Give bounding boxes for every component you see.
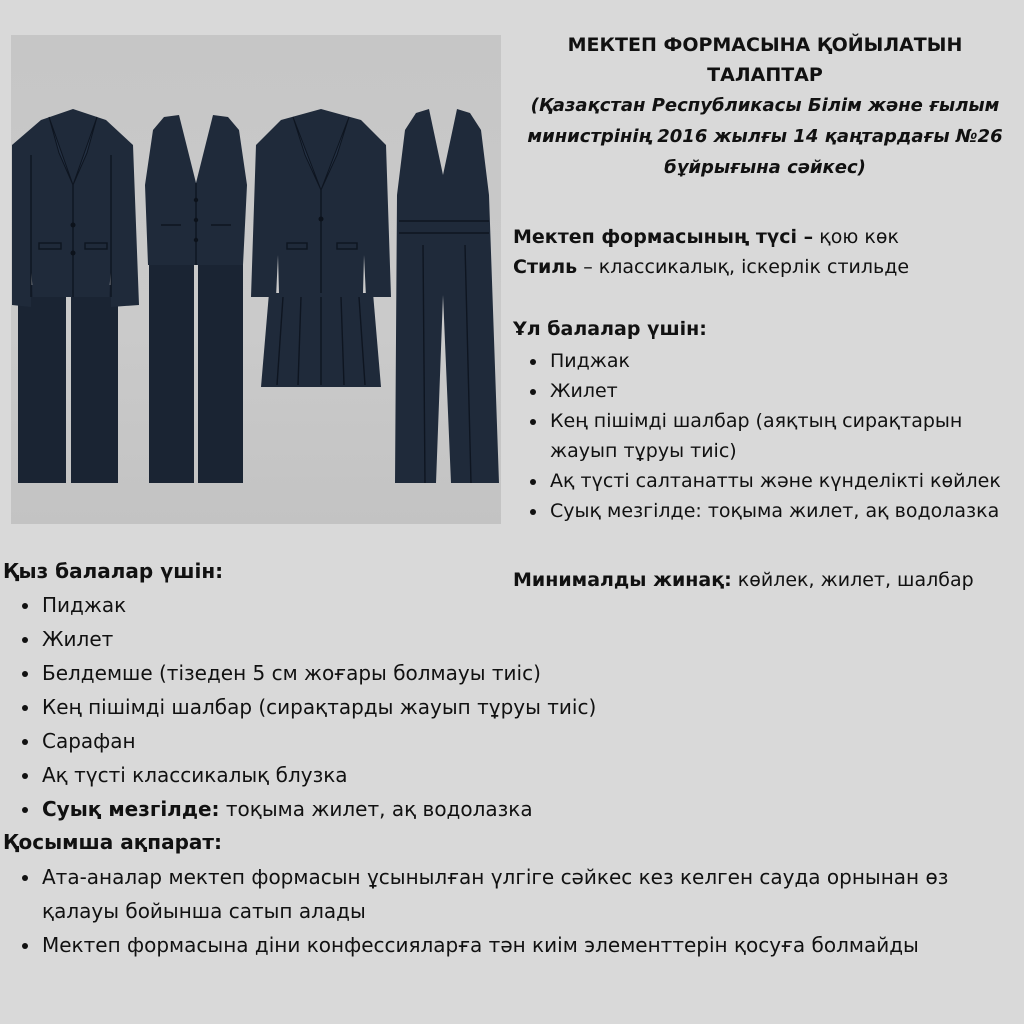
page-title: МЕКТЕП ФОРМАСЫНА ҚОЙЫЛАТЫН ТАЛАПТАР — [567, 34, 963, 86]
list-item: Пиджак — [3, 588, 1003, 622]
list-item: Ата-аналар мектеп формасын ұсынылған үлгіге сәйкес кез келген сауда орнынан өз қалауы бойынша сатып алады — [3, 860, 963, 928]
list-item: Кең пішімді шалбар (сирақтарды жауып тұруы тиіс) — [3, 690, 1003, 724]
list-item: Суық мезгілде: тоқыма жилет, ақ водолазка — [513, 496, 1023, 526]
uniform-style-value: – классикалық, іскерлік стильде — [577, 256, 910, 278]
list-item: Ақ түсті классикалық блузка — [3, 758, 1003, 792]
uniforms-photo — [11, 35, 501, 524]
list-item: Жилет — [513, 376, 1023, 406]
list-item: Жилет — [3, 622, 1003, 656]
minimal-set-label: Минималды жинақ: — [513, 569, 732, 591]
uniform-style-line — [513, 252, 909, 282]
girls-blazer-skirt-figure — [251, 109, 391, 387]
list-item: Сарафан — [3, 724, 1003, 758]
cold-season-label: Суық мезгілде: — [42, 797, 220, 821]
boys-list — [513, 346, 1023, 526]
uniform-style-label: Стиль — [513, 256, 578, 278]
cold-season-value: тоқыма жилет, ақ водолазка — [219, 797, 533, 821]
girls-heading: Қыз балалар үшін: — [3, 559, 224, 583]
uniform-color-value: қою көк — [813, 226, 899, 248]
list-item: Кең пішімді шалбар (аяқтың сирақтарын жауып тұруы тиіс) — [513, 406, 1023, 466]
sarafan-figure — [395, 109, 499, 483]
uniform-color-label: Мектеп формасының түсі – — [513, 226, 814, 248]
list-item: Белдемше (тізеден 5 см жоғары болмауы тиіс) — [3, 656, 1003, 690]
boys-suit-figure — [12, 109, 139, 483]
header — [515, 30, 1015, 183]
vest-trousers-figure — [145, 115, 247, 483]
boys-heading: Ұл балалар үшін: — [513, 318, 707, 340]
list-item — [3, 792, 1003, 826]
uniforms-illustration — [11, 35, 501, 524]
list-item: Пиджак — [513, 346, 1023, 376]
minimal-set-value: көйлек, жилет, шалбар — [731, 569, 974, 591]
uniform-color-line — [513, 222, 899, 252]
additional-info-list — [3, 860, 963, 962]
page-subtitle: (Қазақстан Республикасы Білім және ғылым министрінің 2016 жылғы 14 қаңтардағы №26 бұйрығына сәйкес) — [527, 95, 1003, 178]
girls-list — [3, 588, 1003, 826]
additional-info-heading: Қосымша ақпарат: — [3, 830, 223, 854]
list-item: Мектеп формасына діни конфессияларға тән киім элементтерін қосуға болмайды — [3, 928, 963, 962]
list-item: Ақ түсті салтанатты және күнделікті көйлек — [513, 466, 1023, 496]
